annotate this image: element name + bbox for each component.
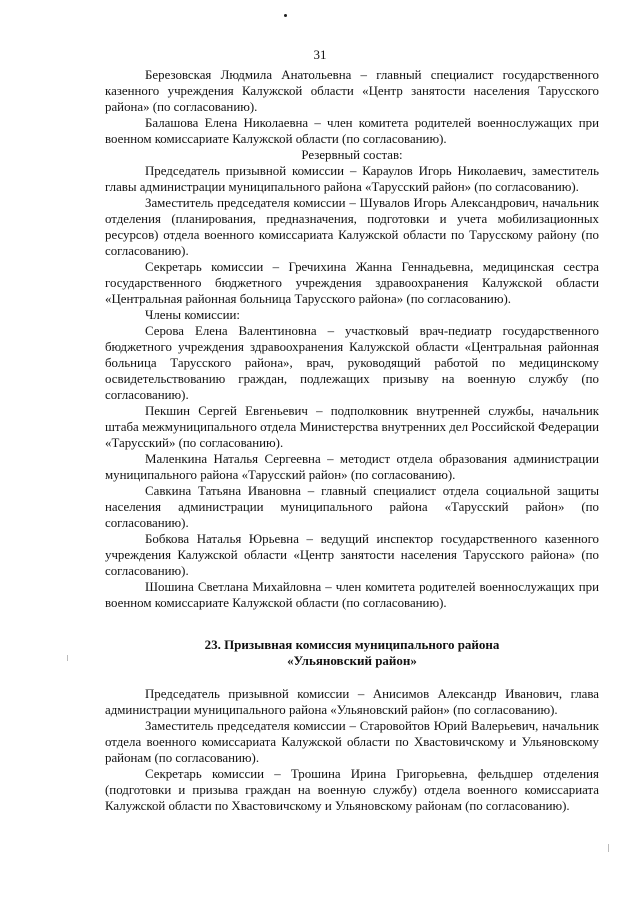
paragraph-malenkina: Маленкина Наталья Сергеевна – методист отдела образования администрации муниципального района «Тарусский район» (по согласованию). [105,452,599,482]
paragraph-reserve-chairman: Председатель призывной комиссии – Караулов Игорь Николаевич, заместитель главы администрации муниципального района «Тарусский район» (по согласованию). [105,164,599,194]
commission-list-tarusa [105,67,599,611]
paragraph-ulyanovsk-secretary: Секретарь комиссии – Трошина Ирина Григорьевна, фельдшер отделения (подготовки и призыва граждан на военную службу) отдела военного комиссариата Калужской области по Хвастовичскому и Ульяновскому районам (по согласованию). [105,767,599,813]
page-number: 31 [313,47,327,62]
paragraph-serova: Серова Елена Валентиновна – участковый врач-педиатр государственного бюджетного учреждения здравоохранения Калужской области «Центральная районная больница Тарусского района», врач, руководящий работой по медицинскому освидетельствованию граждан, подлежащих призыву на военную службу (по согласованию). [105,324,599,402]
paragraph-bobkova: Бобкова Наталья Юрьевна – ведущий инспектор государственного казенного учреждения Калужской области «Центр занятости населения Тарусского района» (по согласованию). [105,532,599,578]
paragraph-balashova: Балашова Елена Николаевна – член комитета родителей военнослужащих при военном комиссариате Калужской области (по согласованию). [105,116,599,146]
members-heading: Члены комиссии: [145,308,240,322]
paragraph-berezovskaya: Березовская Людмила Анатольевна – главный специалист государственного казенного учреждения Калужской области «Центр занятости населения Тарусского района» (по согласованию). [105,68,599,114]
paragraph-shoshina: Шошина Светлана Михайловна – член комитета родителей военнослужащих при военном комиссариате Калужской области (по согласованию). [105,580,599,610]
scan-mark [67,655,68,661]
paragraph-savkina: Савкина Татьяна Ивановна – главный специалист отдела социальной защиты населения администрации муниципального района «Тарусский район» (по согласованию). [105,484,599,530]
commission-list-ulyanovsk [105,686,599,814]
section-heading-line2: «Ульяновский район» [287,653,417,668]
paragraph-reserve-secretary: Секретарь комиссии – Гречихина Жанна Геннадьевна, медицинская сестра государственного бюджетного учреждения здравоохранения Калужской области «Центральная районная больница Тарусского района» (по согласованию). [105,260,599,306]
paragraph-ulyanovsk-deputy: Заместитель председателя комиссии – Старовойтов Юрий Валерьевич, начальник отдела военного комиссариата Калужской области по Хвастовичскому и Ульяновскому районам (по согласованию). [105,719,599,765]
scan-mark [608,844,609,852]
paragraph-ulyanovsk-chairman: Председатель призывной комиссии – Анисимов Александр Иванович, глава администрации муниципального района «Ульяновский район» (по согласованию). [105,687,599,717]
scan-speck [284,14,287,17]
reserve-heading: Резервный состав: [301,148,403,162]
section-heading [105,637,599,669]
paragraph-pekshin: Пекшин Сергей Евгеньевич – подполковник внутренней службы, начальник штаба межмуниципального отдела Министерства внутренних дел Российской Федерации «Тарусский» (по согласованию). [105,404,599,450]
paragraph-reserve-deputy: Заместитель председателя комиссии – Шувалов Игорь Александрович, начальник отделения (планирования, предназначения, подготовки и учета мобилизационных ресурсов) отдела военного комиссариата Калужской области по Тарусскому району (по согласованию). [105,196,599,258]
section-heading-line1: 23. Призывная комиссия муниципального района [204,637,500,652]
